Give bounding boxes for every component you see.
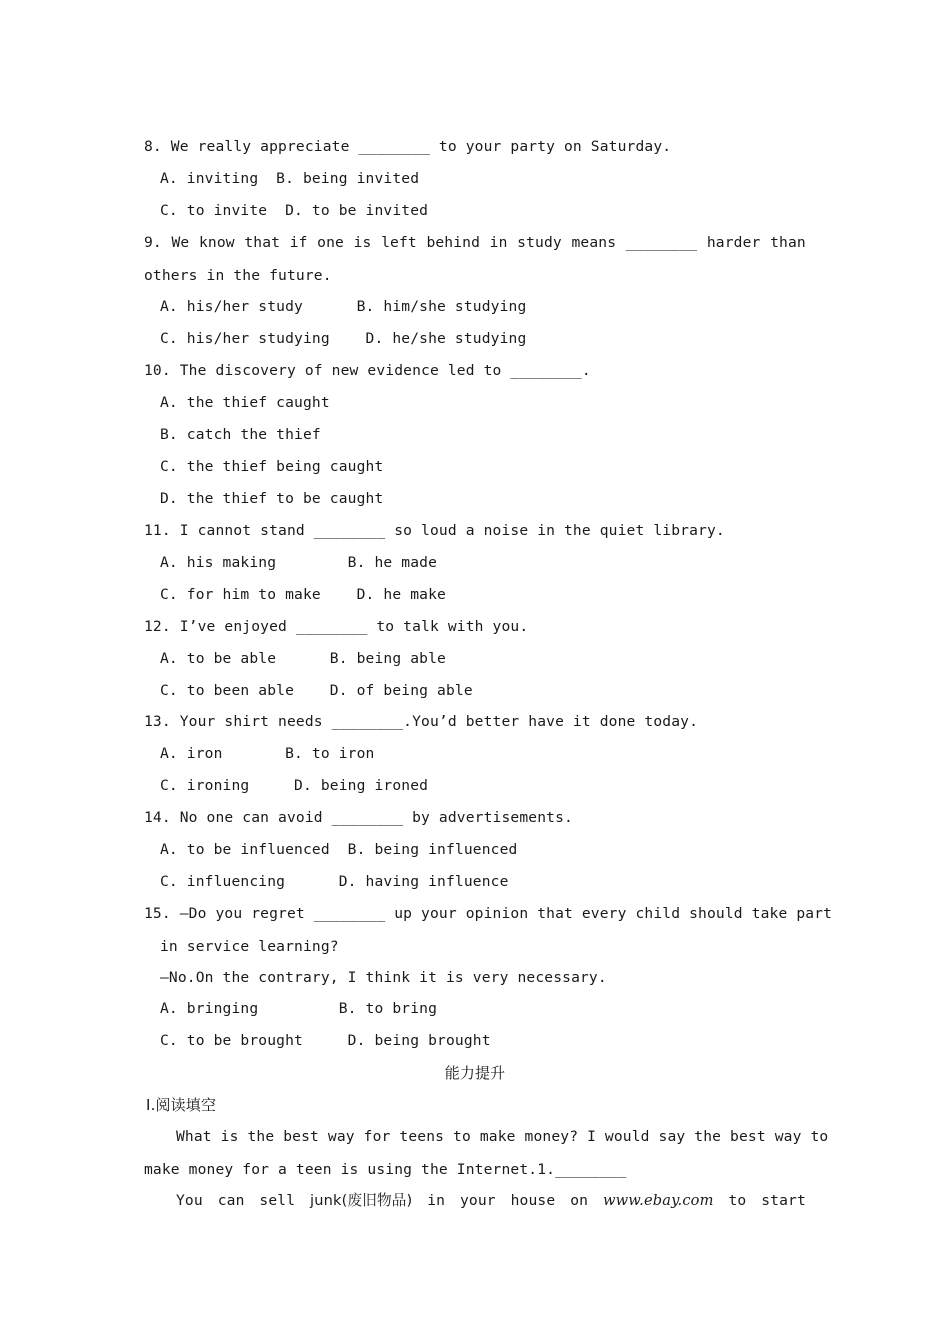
word: is — [353, 234, 372, 251]
word: in — [427, 1192, 446, 1209]
word: left — [381, 234, 417, 251]
question-15-stem-continued: in service learning? — [160, 938, 339, 955]
question-14-options-ab: A. to be influenced B. being influenced — [160, 841, 518, 858]
word: study — [517, 234, 562, 251]
word: 9. — [144, 234, 162, 251]
question-15-reply: —No.On the contrary, I think it is very necessary. — [160, 969, 607, 986]
word: if — [289, 234, 308, 251]
question-10-option-b: B. catch the thief — [160, 426, 321, 443]
question-10-option-d: D. the thief to be caught — [160, 490, 384, 507]
question-11-options-cd: C. for him to make D. he make — [160, 586, 446, 603]
question-15-options-cd: C. to be brought D. being brought — [160, 1032, 491, 1049]
question-14-options-cd: C. influencing D. having influence — [160, 873, 509, 890]
passage-para1-line1: What is the best way for teens to make money? I would say the best way to — [176, 1128, 829, 1145]
part-label: Ⅰ.阅读填空 — [146, 1096, 217, 1114]
word: can — [217, 1192, 245, 1209]
question-12-options-cd: C. to been able D. of being able — [160, 682, 473, 699]
question-10-option-a: A. the thief caught — [160, 394, 330, 411]
word: start — [761, 1192, 806, 1209]
passage-para2-line1 — [176, 1191, 806, 1211]
word: that — [244, 234, 281, 251]
section-heading: 能力提升 — [444, 1064, 506, 1082]
word: on — [570, 1192, 589, 1209]
question-8-options-ab: A. inviting B. being invited — [160, 170, 420, 187]
question-9-options-ab: A. his/her study B. him/she studying — [160, 298, 527, 315]
question-11-stem: 11. I cannot stand ________ so loud a noise in the quiet library. — [144, 522, 725, 539]
word: You — [176, 1192, 203, 1209]
word: means — [571, 234, 617, 251]
word: than — [770, 234, 806, 251]
question-10-stem: 10. The discovery of new evidence led to ________. — [144, 362, 591, 379]
question-12-stem: 12. I’ve enjoyed ________ to talk with you. — [144, 618, 529, 635]
question-9-stem-line2: others in the future. — [144, 267, 332, 284]
passage-para1-line2: make money for a teen is using the Internet.1.________ — [144, 1161, 627, 1178]
question-12-options-ab: A. to be able B. being able — [160, 650, 446, 667]
website-link-text: www.ebay.com — [602, 1192, 714, 1209]
question-9-stem-line1 — [144, 233, 806, 253]
word: in — [489, 234, 508, 251]
word: your — [459, 1192, 496, 1209]
question-8-options-cd: C. to invite D. to be invited — [160, 202, 429, 219]
question-15-stem: 15. —Do you regret ________ up your opinion that every child should take part — [144, 905, 833, 922]
question-8-stem: 8. We really appreciate ________ to your party on Saturday. — [144, 138, 672, 155]
question-9-options-cd: C. his/her studying D. he/she studying — [160, 330, 527, 347]
word: harder — [706, 234, 761, 251]
word: house — [510, 1192, 556, 1209]
question-10-option-c: C. the thief being caught — [160, 458, 384, 475]
question-11-options-ab: A. his making B. he made — [160, 554, 438, 571]
question-15-options-ab: A. bringing B. to bring — [160, 1000, 438, 1017]
word: one — [317, 234, 344, 251]
word: to — [728, 1192, 747, 1209]
word: know — [198, 234, 235, 251]
question-13-options-ab: A. iron B. to iron — [160, 745, 375, 762]
word: sell — [259, 1192, 296, 1209]
answer-blank: ________ — [625, 234, 698, 251]
question-14-stem: 14. No one can avoid ________ by advertisements. — [144, 809, 573, 826]
word: We — [171, 234, 190, 251]
word: junk(废旧物品) — [310, 1192, 413, 1209]
question-13-stem: 13. Your shirt needs ________.You’d better have it done today. — [144, 713, 699, 730]
word: behind — [426, 234, 481, 251]
question-13-options-cd: C. ironing D. being ironed — [160, 777, 429, 794]
